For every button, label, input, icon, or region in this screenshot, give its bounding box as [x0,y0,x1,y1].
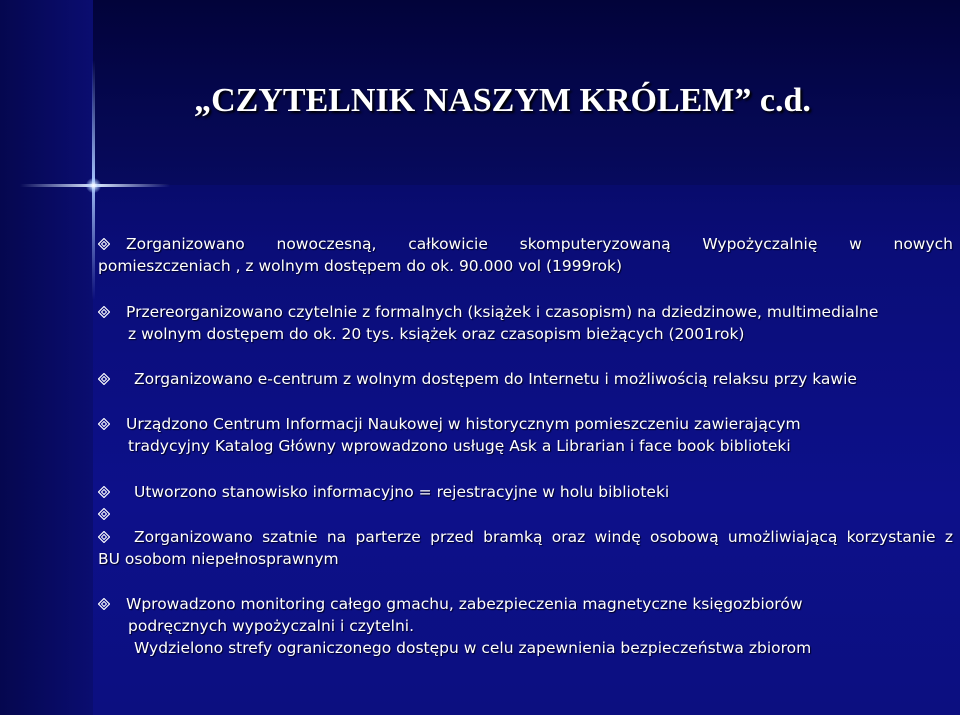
item-text: Wprowadzono monitoring całego gmachu, zabezpieczenia magnetyczne księgozbiorów [126,595,803,613]
bullet-item [98,233,953,277]
bullet-item [98,526,953,570]
item-text: BU osobom niepełnosprawnym [98,550,339,568]
diamond-bullet-icon [98,306,110,318]
bullet-item [98,413,953,457]
item-text: podręcznych wypożyczalni i czytelni. [128,617,415,635]
diamond-bullet-icon [98,418,110,430]
bullet-item [98,301,953,345]
diamond-bullet-icon [98,508,110,520]
sparkle-icon [86,178,101,193]
diamond-bullet-icon [98,598,110,610]
item-line [98,413,953,435]
diamond-bullet-icon [98,373,110,385]
item-text: Utworzono stanowisko informacyjno = rejestracyjne w holu biblioteki [134,483,670,501]
diamond-bullet-icon [98,238,110,250]
item-line [98,301,953,323]
empty-bullet-item [98,503,953,525]
item-line [98,233,953,255]
item-text: Przereorganizowano czytelnie z formalnych (książek i czasopism) na dziedzinowe, multimedialne [126,303,879,321]
item-text: tradycyjny Katalog Główny wprowadzono usługę Ask a Librarian i face book biblioteki [128,437,791,455]
item-line [98,368,953,390]
bullet-item [98,593,953,659]
bullet-item [98,481,953,503]
item-line [98,481,953,503]
diamond-bullet-icon [98,486,110,498]
item-text: Zorganizowano szatnie na parterze przed bramką oraz windę osobową umożliwiającą korzystanie z [134,528,953,546]
item-text: Wydzielono strefy ograniczonego dostępu w celu zapewnienia bezpieczeństwa zbiorom [134,639,812,657]
slide-title: „CZYTELNIK NASZYM KRÓLEM” c.d. [194,82,811,119]
item-text: Urządzono Centrum Informacji Naukowej w historycznym pomieszczeniu zawierającym [126,415,801,433]
item-line [98,593,953,615]
item-text: Zorganizowano e-centrum z wolnym dostępem do Internetu i możliwością relaksu przy kawie [134,370,857,388]
bullet-item [98,368,953,390]
item-text: z wolnym dostępem do ok. 20 tys. książek oraz czasopism bieżących (2001rok) [128,325,745,343]
item-text: pomieszczeniach , z wolnym dostępem do ok. 90.000 vol (1999rok) [98,257,623,275]
item-text: Zorganizowano nowoczesną, całkowicie skomputeryzowaną Wypożyczalnię w nowych [126,235,953,253]
diamond-bullet-icon [98,531,110,543]
item-line [98,526,953,548]
